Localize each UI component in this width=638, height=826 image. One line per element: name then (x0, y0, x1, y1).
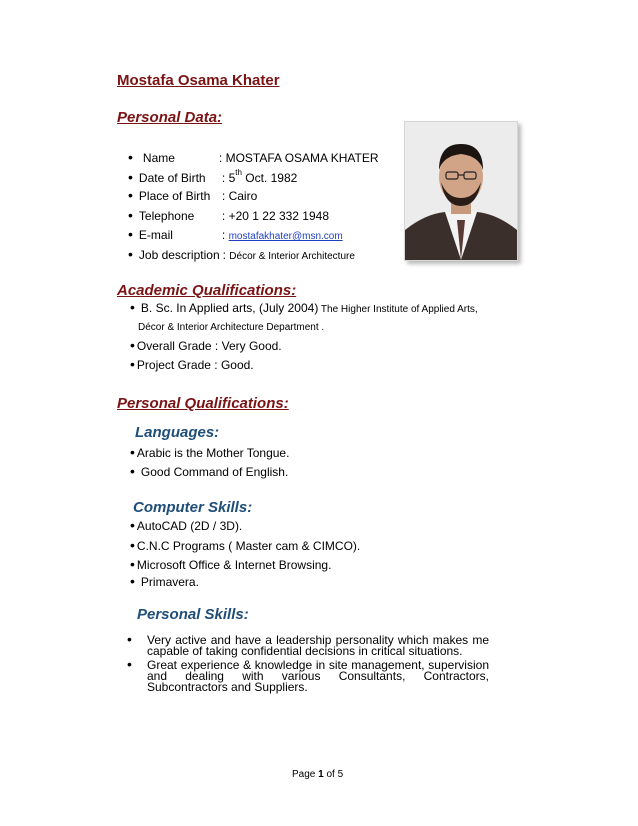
academic-degree (130, 299, 478, 315)
computer-skill-item (130, 556, 331, 572)
language-item (130, 463, 288, 479)
personal-skill-item: Very active and have a leadership personality which makes me capable of taking confidential decisions in critical situations. (147, 633, 489, 658)
language-text: Arabic is the Mother Tongue. (136, 446, 290, 460)
project-grade (130, 356, 254, 372)
academic-department: Décor & Interior Architecture Department . (138, 322, 325, 333)
page-footer (292, 769, 343, 780)
personal-data-heading: Personal Data: (117, 109, 223, 126)
bullet-icon: • (127, 631, 132, 647)
institute-text: The Higher Institute of Applied Arts, (318, 304, 478, 315)
bullet-icon: • (128, 187, 133, 203)
cv-name: Mostafa Osama Khater (117, 72, 280, 89)
footer-total-pages: 5 (337, 769, 344, 780)
project-grade-text: Project Grade : Good. (136, 358, 254, 372)
bullet-icon: • (128, 149, 133, 165)
bullet-icon: • (128, 169, 133, 185)
bullet-icon: • (130, 556, 135, 572)
portrait-icon (405, 122, 517, 260)
bullet-icon: • (130, 537, 135, 553)
dob-sup: th (235, 168, 242, 177)
dob-label: Date of Birth (138, 171, 206, 185)
bullet-icon: • (128, 226, 133, 242)
job-label: Job description (138, 248, 220, 262)
footer-current-page: 1 (318, 769, 324, 780)
row-email (128, 226, 343, 242)
pob-value: : Cairo (221, 189, 258, 203)
bullet-icon: • (130, 337, 135, 353)
name-value: : MOSTAFA OSAMA KHATER (218, 151, 379, 165)
personal-skill-item: Great experience & knowledge in site management, supervision and dealing with various Consultants, Contractors, Subcontractors and Suppliers. (147, 658, 489, 694)
bullet-icon: • (127, 656, 132, 672)
profile-photo (404, 121, 518, 261)
telephone-value: : +20 1 22 332 1948 (221, 209, 330, 223)
row-telephone (128, 207, 329, 223)
bullet-icon: • (128, 246, 133, 262)
computer-skill-item (130, 537, 360, 553)
telephone-label: Telephone (138, 209, 195, 223)
bullet-icon: • (130, 299, 135, 315)
language-item (130, 444, 289, 460)
bullet-icon: • (130, 463, 135, 479)
dob-value-suffix: Oct. 1982 (241, 171, 298, 185)
computer-skill-text: Microsoft Office & Internet Browsing. (136, 558, 332, 572)
dob-value: : 5 (221, 171, 236, 185)
email-link[interactable]: mostafakhater@msn.com (228, 231, 343, 242)
bullet-icon: • (130, 444, 135, 460)
computer-skills-heading: Computer Skills: (133, 499, 253, 516)
personal-qualifications-heading: Personal Qualifications: (117, 395, 289, 412)
personal-skills-heading: Personal Skills: (137, 606, 249, 623)
email-label: E-mail (138, 228, 173, 242)
row-dob (128, 169, 297, 185)
email-colon: : (221, 228, 226, 242)
job-value: : (222, 248, 230, 262)
computer-skill-text: Primavera. (140, 575, 199, 589)
computer-skill-text: C.N.C Programs ( Master cam & CIMCO). (136, 539, 361, 553)
name-label: Name (142, 151, 175, 165)
row-job (128, 246, 355, 262)
bullet-icon: • (128, 207, 133, 223)
bullet-icon: • (130, 517, 135, 533)
footer-middle: of (323, 769, 338, 780)
bullet-icon: • (130, 573, 135, 589)
languages-heading: Languages: (135, 424, 220, 441)
computer-skill-item (130, 573, 199, 589)
overall-grade (130, 337, 282, 353)
pob-label: Place of Birth (138, 189, 211, 203)
row-name (128, 149, 379, 165)
computer-skill-item (130, 517, 242, 533)
row-pob (128, 187, 257, 203)
job-value-text: Décor & Interior Architecture (229, 251, 355, 262)
language-text: Good Command of English. (140, 465, 289, 479)
degree-text: B. Sc. In Applied arts, (July 2004) (140, 301, 319, 315)
overall-grade-text: Overall Grade : Very Good. (136, 339, 282, 353)
bullet-icon: • (130, 356, 135, 372)
footer-prefix: Page (292, 769, 319, 780)
academic-heading: Academic Qualifications: (117, 282, 297, 299)
computer-skill-text: AutoCAD (2D / 3D). (136, 519, 243, 533)
